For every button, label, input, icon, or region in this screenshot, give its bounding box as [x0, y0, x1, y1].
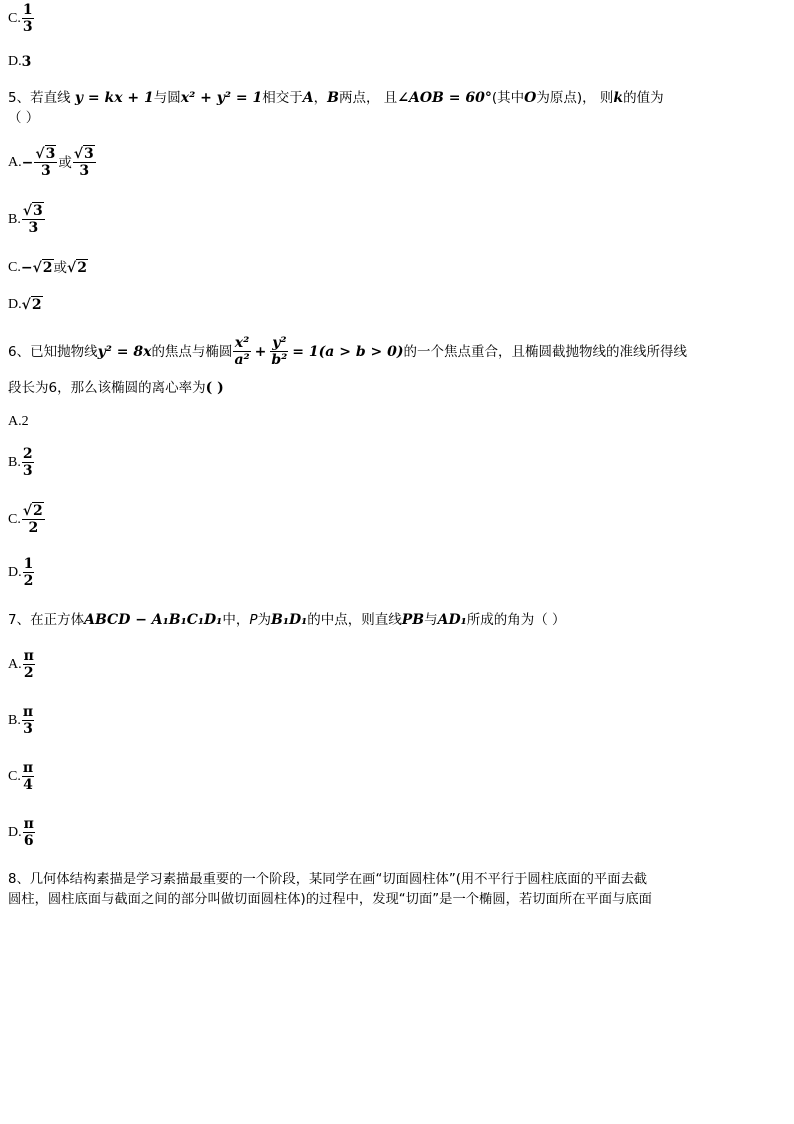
q7-option-c[interactable]: C. $\frac{\pi}{4}$: [8, 760, 34, 793]
q4-option-d[interactable]: D. 3: [8, 54, 32, 70]
fraction: $\frac{\text{x²}}{\text{a²}}$: [234, 335, 250, 368]
q5-option-d[interactable]: D. √2: [8, 297, 42, 313]
question-6-stem-cont: 段长为6，那么该椭圆的离心率为( ): [8, 380, 224, 396]
fraction: $\frac{√3}{3}$: [73, 146, 94, 179]
q6-option-c[interactable]: C. $\frac{√2}{2}$: [8, 503, 43, 536]
fraction: $\frac{√3}{3}$: [22, 203, 43, 236]
fraction: $\frac{\text{y²}}{\text{b²}}$: [271, 335, 288, 368]
q7-option-d[interactable]: D. $\frac{\pi}{6}$: [8, 816, 34, 849]
fraction: $\frac{1}{2}$: [23, 556, 34, 589]
q7-option-b[interactable]: B. $\frac{\pi}{3}$: [8, 704, 34, 737]
fraction: $\frac{2}{3}$: [22, 446, 33, 479]
option-label: C.: [8, 10, 21, 26]
q4-option-c[interactable]: [8, 2, 35, 35]
question-6-stem: 6、 已知抛物线 y² = 8x 的焦点与椭圆 $\frac{\text{x²}}{\text{a²}}$ + $\frac{\text{y²}}{\text{b²}}$ = 1(a > b > 0) 的一个焦点重合，且椭圆截抛物线的准线所得线: [8, 335, 687, 368]
fraction: $\frac{\pi}{2}$: [23, 648, 34, 681]
q5-option-a[interactable]: A. − $\frac{√3}{3}$ 或 $\frac{√3}{3}$: [8, 146, 94, 179]
fraction: $\frac{\pi}{4}$: [22, 760, 34, 793]
q6-option-b[interactable]: B. $\frac{2}{3}$: [8, 446, 33, 479]
q5-option-b[interactable]: B. $\frac{√3}{3}$: [8, 203, 43, 236]
fraction: $\frac{1}{3}$: [22, 2, 33, 35]
question-8-line-2: 圆柱，圆柱底面与截面之间的部分叫做切面圆柱体)的过程中，发现“切面”是一个椭圆，若切面所在平面与底面: [8, 892, 652, 907]
question-7-stem: 7、在正方体ABCD − A₁B₁C₁D₁中，P为B₁D₁的中点，则直线PB与AD₁所成的角为（ ）: [8, 612, 566, 628]
question-8-line-1: 8、几何体结构素描是学习素描最重要的一个阶段，某同学在画“切面圆柱体”(用不平行于圆柱底面的平面去截: [8, 872, 648, 887]
q6-option-a[interactable]: A. 2: [8, 414, 29, 429]
fraction: $\frac{\pi}{3}$: [22, 704, 34, 737]
fraction: $\frac{\pi}{6}$: [23, 816, 34, 849]
q7-option-a[interactable]: A. $\frac{\pi}{2}$: [8, 648, 34, 681]
fraction: $\frac{√3}{3}$: [35, 146, 56, 179]
q5-option-c[interactable]: C. − √2 或 √2: [8, 260, 87, 276]
fraction: $\frac{√2}{2}$: [22, 503, 43, 536]
q6-option-d[interactable]: D. $\frac{1}{2}$: [8, 556, 34, 589]
question-5-stem: 5、若直线 y = kx + 1与圆x² + y² = 1相交于A，B两点， 且∠AOB = 60°(其中O为原点)， 则k的值为: [8, 90, 664, 106]
question-5-answer-paren: （ ）: [8, 110, 40, 126]
